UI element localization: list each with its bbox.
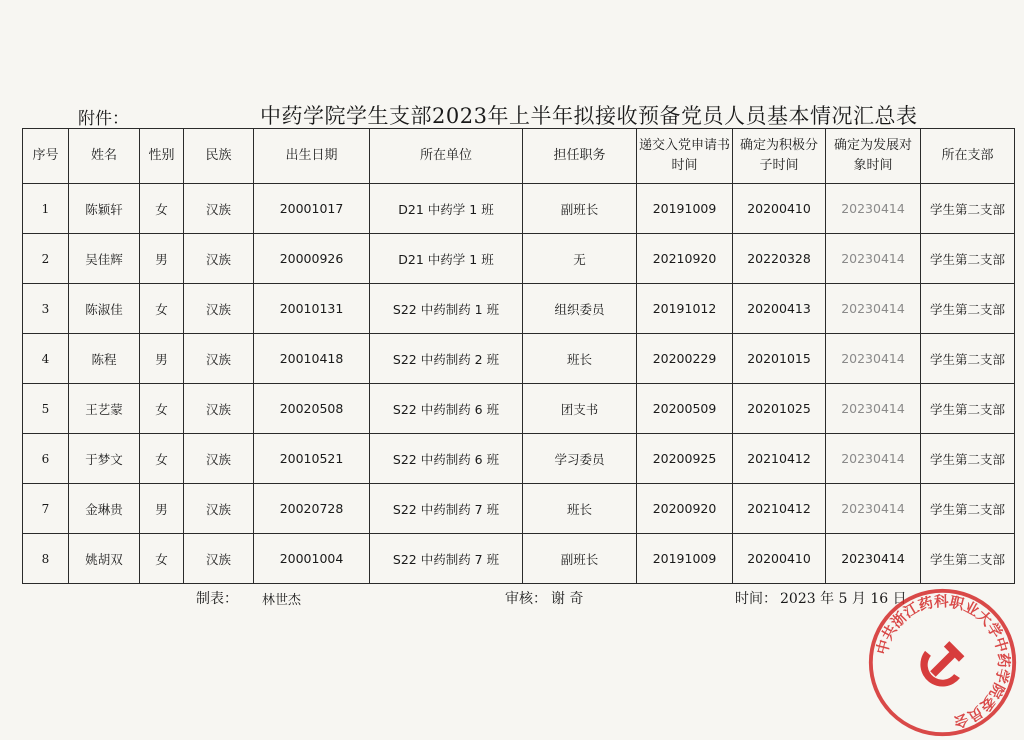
col-header-position: 担任职务 xyxy=(523,129,637,184)
col-header-name: 姓名 xyxy=(69,129,140,184)
cell-position: 班长 xyxy=(523,334,637,384)
cell-birthdate: 20020508 xyxy=(254,384,370,434)
cell-application-date: 20210920 xyxy=(637,234,733,284)
cell-birthdate: 20010418 xyxy=(254,334,370,384)
cell-seq: 4 xyxy=(23,334,69,384)
document-header xyxy=(0,100,1024,130)
prepared-by-label: 制表： xyxy=(196,591,238,607)
cell-application-date: 20191009 xyxy=(637,534,733,584)
cell-activist-date: 20200410 xyxy=(733,534,826,584)
col-header-gender: 性别 xyxy=(140,129,184,184)
hammer-sickle-icon xyxy=(920,641,964,686)
col-header-unit: 所在单位 xyxy=(370,129,523,184)
reviewed-by-label: 审核： xyxy=(505,591,547,607)
cell-unit: S22 中药制药 2 班 xyxy=(370,334,523,384)
cell-branch: 学生第二支部 xyxy=(921,534,1015,584)
cell-unit: D21 中药学 1 班 xyxy=(370,184,523,234)
cell-birthdate: 20001004 xyxy=(254,534,370,584)
cell-birthdate: 20010131 xyxy=(254,284,370,334)
cell-birthdate: 20001017 xyxy=(254,184,370,234)
col-header-branch: 所在支部 xyxy=(921,129,1015,184)
seal-text: 中共浙江药科职业大学中药学院委员会 xyxy=(874,594,1011,730)
cell-branch: 学生第二支部 xyxy=(921,184,1015,234)
cell-activist-date: 20220328 xyxy=(733,234,826,284)
cell-unit: S22 中药制药 7 班 xyxy=(370,484,523,534)
cell-ethnicity: 汉族 xyxy=(184,434,254,484)
cell-candidate-date: 20230414 xyxy=(826,534,921,584)
cell-application-date: 20191009 xyxy=(637,184,733,234)
cell-candidate-date: 20230414 xyxy=(826,334,921,384)
cell-position: 学习委员 xyxy=(523,434,637,484)
cell-unit: S22 中药制药 7 班 xyxy=(370,534,523,584)
cell-activist-date: 20201025 xyxy=(733,384,826,434)
table-row xyxy=(23,334,1015,384)
cell-candidate-date: 20230414 xyxy=(826,184,921,234)
cell-seq: 1 xyxy=(23,184,69,234)
cell-unit: S22 中药制药 6 班 xyxy=(370,434,523,484)
cell-application-date: 20200509 xyxy=(637,384,733,434)
cell-name: 吴佳辉 xyxy=(69,234,140,284)
table-row xyxy=(23,434,1015,484)
col-header-ethnicity: 民族 xyxy=(184,129,254,184)
cell-candidate-date: 20230414 xyxy=(826,234,921,284)
cell-gender: 女 xyxy=(140,434,184,484)
cell-gender: 男 xyxy=(140,234,184,284)
table-header-row xyxy=(23,129,1015,184)
cell-gender: 女 xyxy=(140,384,184,434)
cell-seq: 3 xyxy=(23,284,69,334)
cell-position: 副班长 xyxy=(523,534,637,584)
cell-name: 陈淑佳 xyxy=(69,284,140,334)
cell-birthdate: 20000926 xyxy=(254,234,370,284)
cell-branch: 学生第二支部 xyxy=(921,234,1015,284)
cell-branch: 学生第二支部 xyxy=(921,284,1015,334)
reviewed-by-name: 谢 奇 xyxy=(551,591,584,607)
cell-branch: 学生第二支部 xyxy=(921,484,1015,534)
cell-candidate-date: 20230414 xyxy=(826,384,921,434)
cell-seq: 8 xyxy=(23,534,69,584)
cell-ethnicity: 汉族 xyxy=(184,384,254,434)
cell-application-date: 20191012 xyxy=(637,284,733,334)
cell-unit: S22 中药制药 6 班 xyxy=(370,384,523,434)
cell-name: 王艺蒙 xyxy=(69,384,140,434)
cell-gender: 男 xyxy=(140,334,184,384)
cell-name: 于梦文 xyxy=(69,434,140,484)
cell-application-date: 20200925 xyxy=(637,434,733,484)
cell-ethnicity: 汉族 xyxy=(184,484,254,534)
table-row xyxy=(23,484,1015,534)
table-row xyxy=(23,384,1015,434)
cell-seq: 7 xyxy=(23,484,69,534)
cell-application-date: 20200229 xyxy=(637,334,733,384)
cell-ethnicity: 汉族 xyxy=(184,284,254,334)
col-header-application-date: 递交入党申请书时间 xyxy=(637,129,733,184)
col-header-birthdate: 出生日期 xyxy=(254,129,370,184)
prepared-by-name: 林世杰 xyxy=(262,593,302,608)
cell-activist-date: 20200410 xyxy=(733,184,826,234)
cell-gender: 女 xyxy=(140,284,184,334)
cell-birthdate: 20010521 xyxy=(254,434,370,484)
cell-branch: 学生第二支部 xyxy=(921,434,1015,484)
cell-ethnicity: 汉族 xyxy=(184,234,254,284)
cell-gender: 女 xyxy=(140,184,184,234)
cell-position: 组织委员 xyxy=(523,284,637,334)
table-row xyxy=(23,234,1015,284)
cell-ethnicity: 汉族 xyxy=(184,334,254,384)
page-title: 中药学院学生支部2023年上半年拟接收预备党员人员基本情况汇总表 xyxy=(260,104,918,128)
cell-gender: 女 xyxy=(140,534,184,584)
cell-activist-date: 20201015 xyxy=(733,334,826,384)
cell-name: 姚胡双 xyxy=(69,534,140,584)
cell-ethnicity: 汉族 xyxy=(184,184,254,234)
col-header-seq: 序号 xyxy=(23,129,69,184)
col-header-activist-date: 确定为积极分子时间 xyxy=(733,129,826,184)
cell-unit: D21 中药学 1 班 xyxy=(370,234,523,284)
summary-table xyxy=(22,128,1015,584)
cell-position: 团支书 xyxy=(523,384,637,434)
col-header-candidate-date: 确定为发展对象时间 xyxy=(826,129,921,184)
cell-ethnicity: 汉族 xyxy=(184,534,254,584)
cell-activist-date: 20200413 xyxy=(733,284,826,334)
cell-position: 副班长 xyxy=(523,184,637,234)
cell-position: 班长 xyxy=(523,484,637,534)
cell-position: 无 xyxy=(523,234,637,284)
cell-unit: S22 中药制药 1 班 xyxy=(370,284,523,334)
cell-candidate-date: 20230414 xyxy=(826,484,921,534)
cell-birthdate: 20020728 xyxy=(254,484,370,534)
table-row xyxy=(23,284,1015,334)
cell-activist-date: 20210412 xyxy=(733,484,826,534)
table-row xyxy=(23,534,1015,584)
cell-candidate-date: 20230414 xyxy=(826,284,921,334)
table-row xyxy=(23,184,1015,234)
cell-candidate-date: 20230414 xyxy=(826,434,921,484)
cell-branch: 学生第二支部 xyxy=(921,334,1015,384)
cell-branch: 学生第二支部 xyxy=(921,384,1015,434)
date-label: 时间： xyxy=(735,591,777,607)
cell-activist-date: 20210412 xyxy=(733,434,826,484)
cell-name: 金琳贵 xyxy=(69,484,140,534)
cell-gender: 男 xyxy=(140,484,184,534)
cell-application-date: 20200920 xyxy=(637,484,733,534)
cell-seq: 5 xyxy=(23,384,69,434)
cell-name: 陈颖轩 xyxy=(69,184,140,234)
cell-name: 陈程 xyxy=(69,334,140,384)
cell-seq: 6 xyxy=(23,434,69,484)
attachment-label: 附件： xyxy=(78,109,129,129)
date-value: 2023 年 5 月 16 日 xyxy=(780,591,907,607)
official-seal-icon xyxy=(865,585,1020,740)
cell-seq: 2 xyxy=(23,234,69,284)
